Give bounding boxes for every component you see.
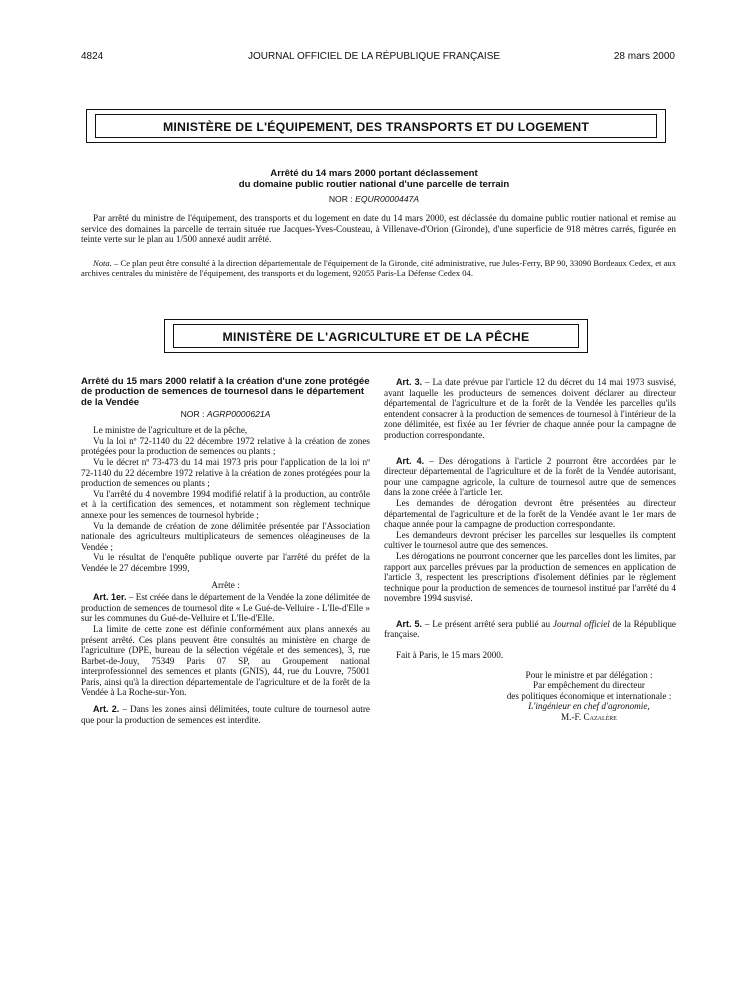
- left-paragraph: Vu le résultat de l'enquête publique ouverte par l'arrêté du préfet de la Vendée le 27 décembre 1999,: [81, 552, 370, 573]
- done-at: Fait à Paris, le 15 mars 2000.: [396, 650, 504, 661]
- signature-line: Pour le ministre et par délégation :: [525, 669, 653, 680]
- right-paragraph: Les demandes de dérogation devront être présentées au directeur départemental de l'agriculture et de la forêt de la Vendée avant le 1er mars de chaque année pour la campagne de production correspondante.: [384, 497, 676, 530]
- decree1-nor: [140, 194, 608, 204]
- signatory-name: M.-F. Cazalère: [561, 712, 617, 723]
- left-paragraph: Vu la loi nº 72-1140 du 22 décembre 1972 relative à la création de zones protégées pour la production de semences ou plants ;: [81, 435, 370, 457]
- nor-label: NOR :: [180, 409, 205, 420]
- article-3: [384, 377, 676, 441]
- signature-line: des politiques économique et internationale :: [506, 690, 672, 701]
- signature-block: [502, 670, 676, 723]
- article-2: [81, 704, 370, 725]
- decree2-nor: [81, 409, 370, 419]
- article-text: – Est créée dans le département de la Vendée la zone délimitée de production de semences de tournesol dite « Le Gué-de-Velluire - L'Ile-d'Elle » sur les communes du Gué-de-Velluire et L'Ile-d'Elle.: [81, 592, 370, 624]
- page-date: 28 mars 2000: [613, 51, 675, 62]
- decree1-nota: [81, 258, 676, 278]
- decree1-title: [140, 168, 608, 190]
- decree1-title-line2: du domaine public routier national d'une parcelle de terrain: [238, 179, 510, 190]
- article-label: Art. 2.: [93, 704, 120, 715]
- nor-label: NOR :: [328, 194, 353, 204]
- article-text: – Dans les zones ainsi délimitées, toute culture de tournesol autre que pour la production de semences est interdite.: [81, 704, 370, 725]
- article-1: [81, 592, 370, 624]
- decree2-right-column: [384, 377, 676, 723]
- left-paragraph: Vu le décret nº 73-473 du 14 mai 1973 pris pour l'application de la loi nº 72-1140 du 22 décembre 1972 relative à la création de zones protégées pour la production de semences ou plants ;: [81, 457, 370, 489]
- article-label: Art. 4.: [396, 455, 425, 466]
- ministry-equipement-title: MINISTÈRE DE L'ÉQUIPEMENT, DES TRANSPORTS ET DU LOGEMENT: [95, 114, 657, 138]
- article-label: Art. 1er.: [93, 592, 127, 603]
- article-label: Art. 5.: [396, 618, 423, 629]
- left-paragraph: Vu l'arrêté du 4 novembre 1994 modifié relatif à la production, au contrôle et à la certification des semences, et notamment son règlement technique annexe pour les semences de tournesol hybride ;: [81, 488, 370, 520]
- journal-name: Journal officiel: [552, 618, 610, 629]
- article-4: [384, 456, 676, 498]
- journal-title: JOURNAL OFFICIEL DE LA RÉPUBLIQUE FRANÇAISE: [247, 51, 501, 62]
- article-text: – La date prévue par l'article 12 du décret du 14 mai 1973 susvisé, avant laquelle les producteurs de semences doivent déclarer au directeur départemental de l'agriculture et de la forêt de la Vendée les parcelles qu'ils entendent consacrer à la production de semences de tournesol à l'intérieur de la zone délimitée, est fixée au 1er février de chaque année pour la campagne de production correspondante.: [384, 377, 676, 440]
- decree1-body: Par arrêté du ministre de l'équipement, des transports et du logement en date du 14 mars 2000, est déclassée du domaine public routier national et remise au service des domaines la parcelle de terrain située rue Jacques-Yves-Cousteau, à Villenave-d'Orion (Gironde), d'une superficie de 918 mètres carrés, figurée en teinte verte sur le plan au 1/500 annexé audit arrêté.: [81, 213, 676, 245]
- arrete-heading: Arrête :: [211, 579, 240, 590]
- signature-line: Par empêchement du directeur: [533, 680, 645, 691]
- signature-line: L'ingénieur en chef d'agronomie,: [528, 701, 650, 712]
- decree2-left-column: [81, 377, 370, 725]
- decree2-title: Arrêté du 15 mars 2000 relatif à la création d'une zone protégée de production de semences de tournesol dans le département de la Vendée: [81, 376, 370, 408]
- right-paragraph: Les demandeurs devront préciser les parcelles sur lesquelles ils comptent cultiver le tournesol autre que des semences.: [384, 529, 676, 551]
- nota-label: Nota.: [93, 258, 112, 268]
- left-paragraph: Le ministre de l'agriculture et de la pêche,: [93, 425, 248, 436]
- right-paragraph: Les dérogations ne pourront concerner que les parcelles dont les limites, par rapport aux parcelles prévues par la production de semences en application de l'article 3, respectent les prescriptions d'isolement définies par le règlement technique pour la production de semences de tournesol institué par l'arrêté du 4 novembre 1994 susvisé.: [384, 550, 676, 604]
- page-number: 4824: [81, 51, 104, 62]
- article-5: [384, 619, 676, 640]
- nor-code: AGRP0000621A: [206, 409, 271, 420]
- left-paragraph: Vu la demande de création de zone délimitée présentée par l'Association nationale des agriculteurs multiplicateurs de semences oléagineuses de la Vendée ;: [81, 520, 370, 552]
- decree1-title-line1: Arrêté du 14 mars 2000 portant déclassement: [270, 168, 478, 179]
- nota-text: – Ce plan peut être consulté à la direction départementale de l'équipement de la Gironde, cité administrative, rue Jules-Ferry, BP 90, 33090 Bordeaux Cedex, et aux archives centrales du ministère de l'équipement, des transports et du logement, 92055 Paris-La Défense Cedex 04.: [81, 258, 676, 278]
- article-text: – Des dérogations à l'article 2 pourront être accordées par le directeur départemental de l'agriculture et de la forêt de la Vendée autorisant, pour une campagne agricole, la culture de tournesol autre que de semences dans la zone créée à l'article 1er.: [384, 455, 676, 498]
- article-text: – Le présent arrêté sera publié au: [422, 618, 553, 629]
- ministry-agriculture-title: MINISTÈRE DE L'AGRICULTURE ET DE LA PÊCHE: [173, 324, 579, 348]
- left-paragraph: La limite de cette zone est définie conformément aux plans annexés au présent arrêté. Ces plans peuvent être consultés au ministère en charge de l'agriculture (DPE, bureau de la sélection végétale et des semences), 3, rue Barbet-de-Jouy, 75349 Paris 07 SP, au Groupement national interprofessionnel des semences et plants (GNIS), 44, rue du Louvre, 75001 Paris, ainsi qu'à la direction départementale de l'agriculture et de la forêt de la Vendée à La Roche-sur-Yon.: [81, 623, 370, 698]
- article-label: Art. 3.: [396, 377, 423, 387]
- article-text: de la République française.: [384, 618, 676, 640]
- nor-code: EQUR0000447A: [355, 194, 420, 204]
